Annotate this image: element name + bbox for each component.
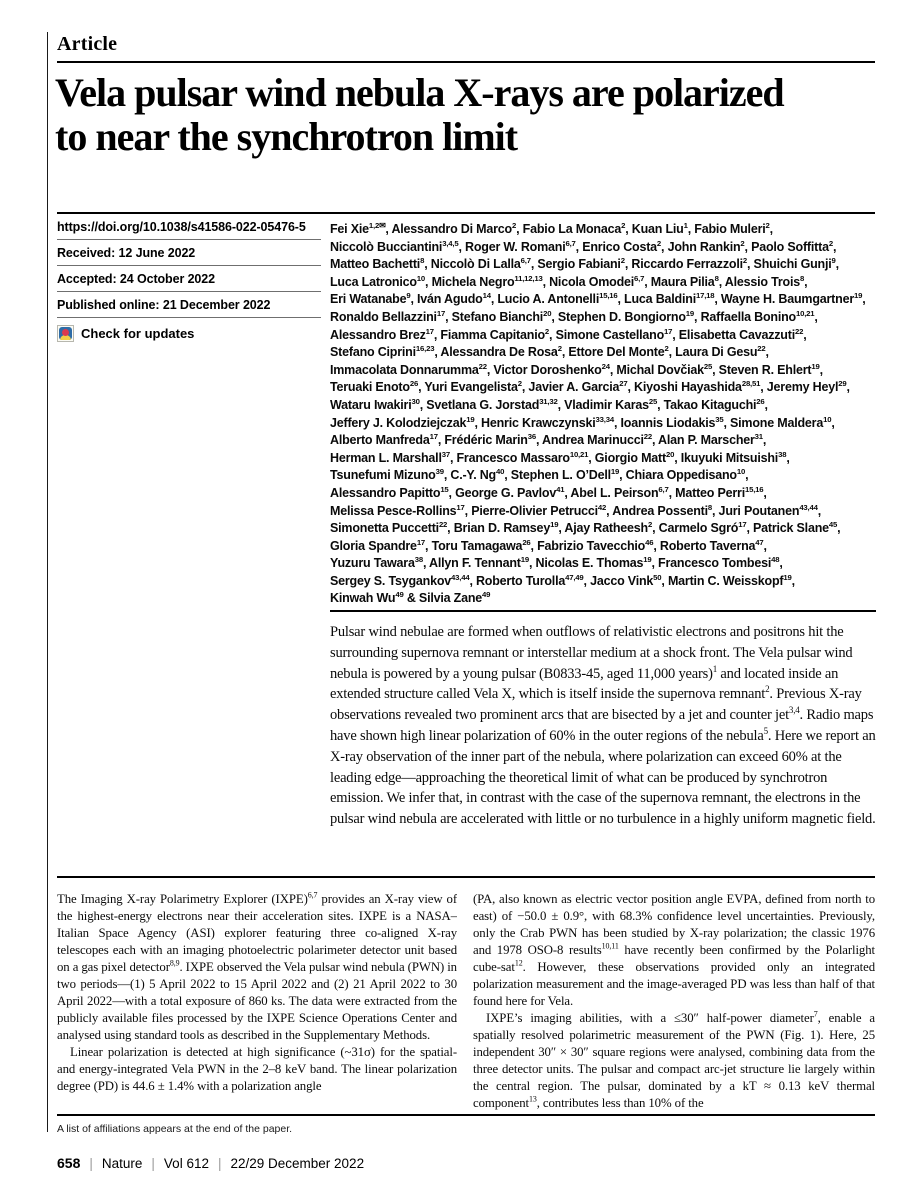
author-line: Teruaki Enoto$^{26}$, Yuri Evangelista$^2$, Javier A. Garcia$^{27}$, Kiyoshi Hayashida$^{28,51}$, Jeremy Heyl$^{29}$, (330, 379, 850, 395)
accepted-date: Accepted: 24 October 2022 (57, 266, 321, 292)
author-line: Stefano Ciprini$^{16,23}$, Alessandra De Rosa$^2$, Ettore Del Monte$^2$, Laura Di Gesu$^{22}$, (330, 344, 769, 360)
abstract-body-divider (57, 876, 875, 878)
crossmark-icon (57, 325, 74, 342)
author-line: Alessandro Papitto$^{15}$, George G. Pavlov$^{41}$, Abel L. Peirson$^{6,7}$, Matteo Perri$^{15,16}$, (330, 484, 767, 500)
body-column-right (473, 891, 875, 1115)
affiliations-note: A list of affiliations appears at the end of the paper. (57, 1123, 293, 1135)
page-footer (57, 1155, 364, 1171)
body-paragraph: Linear polarization is detected at high significance (~31σ) for the spatial- and energy-integrated Vela PWN in the 2–8 keV band. The linear polarization degree (PD) is 44.6 ± 1.4% with a polarization angle (57, 1045, 457, 1093)
author-line: Eri Watanabe$^9$, Iván Agudo$^{14}$, Lucio A. Antonelli$^{15,16}$, Luca Baldini$^{17,18}$, Wayne H. Baumgartner$^{19}$, (330, 291, 866, 307)
issue-date: 22/29 December 2022 (230, 1156, 365, 1171)
author-line: Alessandro Brez$^{17}$, Fiamma Capitanio$^2$, Simone Castellano$^{17}$, Elisabetta Cavazzuti$^{22}$, (330, 326, 807, 342)
journal-volume: Vol 612 (163, 1156, 209, 1171)
doi-link[interactable]: https://doi.org/10.1038/s41586-022-05476-5 (57, 214, 321, 240)
body-paragraph: IXPE’s imaging abilities, with a ≤30″ half-power diameter$^7$, enable a spatially resolved polarimetric measurement of the PWN (Fig. 1). Here, 25 independent 30″ × 30″ square regions were analysed, combining data from the three detector units. The pulsar and compact arc-jet structure lie largely within the central region. The pulsar, dominated by a kT ≈ 0.13 keV thermal component$^{13}$, contributes less than 10% of the (473, 1009, 875, 1110)
footnote-divider (57, 1114, 875, 1116)
author-line: Fei Xie$^{1,2✉}$, Alessandro Di Marco$^2$, Fabio La Monaca$^2$, Kuan Liu$^1$, Fabio Muleri$^2$, (330, 220, 773, 236)
page-title (55, 71, 895, 159)
author-line: Matteo Bachetti$^8$, Niccolò Di Lalla$^{6,7}$, Sergio Fabiani$^2$, Riccardo Ferrazzoli$^2$, Shuichi Gunji$^9$, (330, 256, 839, 272)
page-title-line-2: to near the synchrotron limit (55, 114, 518, 159)
author-line: Niccolò Bucciantini$^{3,4,5}$, Roger W. Romani$^{6,7}$, Enrico Costa$^2$, John Rankin$^2$, Paolo Soffitta$^2$, (330, 238, 837, 254)
footer-separator: | (89, 1156, 93, 1171)
author-line: Immacolata Donnarumma$^{22}$, Victor Doroshenko$^{24}$, Michal Dovčiak$^{25}$, Steven R. Ehlert$^{19}$, (330, 361, 823, 377)
author-line: Yuzuru Tawara$^{38}$, Allyn F. Tennant$^{19}$, Nicolas E. Thomas$^{19}$, Francesco Tombesi$^{48}$, (330, 555, 783, 571)
page-number: 658 (57, 1155, 81, 1171)
author-list (330, 221, 886, 608)
check-for-updates-link[interactable] (57, 318, 321, 342)
author-line: Gloria Spandre$^{17}$, Toru Tamagawa$^{26}$, Fabrizio Tavecchio$^{46}$, Roberto Taverna$^{47}$, (330, 537, 767, 553)
body-paragraph: (PA, also known as electric vector position angle EVPA, defined from north to east) of −50.0 ± 0.9°, with 68.3% confidence level uncertainties. Previously, only the Crab PWN has been studied by X-ray polarization; the classic 1976 and 1978 OSO-8 results$^{10,11}$ have recently been confirmed by the Polarlight cube-sat$^{12}$. However, these observations provided only an integrated polarization measurement and the image-averaged PD was less than half of that found here for Vela. (473, 892, 875, 1008)
page-title-line-1: Vela pulsar wind nebula X-rays are polarized (55, 70, 784, 115)
article-kicker: Article (57, 33, 118, 55)
abstract-text: Pulsar wind nebulae are formed when outflows of relativistic electrons and positrons hit the surrounding supernova remnant or interstellar medium at a shock front. The Vela pulsar wind nebula is powered by a young pulsar (B0833-45, aged 11,000 years)$^1$ and located inside an extended structure called Vela X, which is itself inside the supernova remnant$^2$. Previous X-ray observations revealed two prominent arcs that are bisected by a jet and counter jet$^{3,4}$. Radio maps have shown high linear polarization of 60% in the outer regions of the nebula$^5$. Here we report an X-ray observation of the inner part of the nebula, where polarization can exceed 60% at the leading edge—approaching the theoretical limit of what can be produced by synchrotron emission. We infer that, in contrast with the case of the supernova remnant, the electrons in the pulsar wind nebula are accelerated with little or no turbulence in a highly uniform magnetic field. (330, 610, 876, 830)
author-line: Alberto Manfreda$^{17}$, Frédéric Marin$^{36}$, Andrea Marinucci$^{22}$, Alan P. Marscher$^{31}$, (330, 431, 767, 448)
body-paragraph: The Imaging X-ray Polarimetry Explorer (IXPE)$^{6,7}$ provides an X-ray view of the highest-energy electrons near their acceleration sites. IXPE is a NASA–Italian Space Agency (ASI) explorer featuring three co-aligned X-ray telescopes each with an imaging photoelectric polarimeter detector unit based on a gas pixel detector$^{8,9}$. IXPE observed the Vela pulsar wind nebula (PWN) in two periods—(1) 5 April 2022 to 15 April 2022 and (2) 21 April 2022 to 30 April 2022—with a total exposure of 860 ks. The data were extracted from the publicly available files processed by the IXPE Science Operations Center and analysed using standard tools as described in the Supplementary Methods. (57, 891, 457, 1042)
author-line: Melissa Pesce-Rollins$^{17}$, Pierre-Olivier Petrucci$^{42}$, Andrea Possenti$^8$, Juri Poutanen$^{43,44}$, (330, 502, 821, 518)
author-line: Simonetta Puccetti$^{22}$, Brian D. Ramsey$^{19}$, Ajay Ratheesh$^2$, Carmelo Sgró$^{17}$, Patrick Slane$^{45}$, (330, 519, 841, 536)
received-date: Received: 12 June 2022 (57, 240, 321, 266)
author-line: Wataru Iwakiri$^{30}$, Svetlana G. Jorstad$^{31,32}$, Vladimir Karas$^{25}$, Takao Kitaguchi$^{26}$, (330, 396, 768, 412)
author-line: Herman L. Marshall$^{37}$, Francesco Massaro$^{10,21}$, Giorgio Matt$^{20}$, Ikuyuki Mitsuishi$^{38}$, (330, 449, 790, 465)
author-line: Luca Latronico$^{10}$, Michela Negro$^{11,12,13}$, Nicola Omodei$^{6,7}$, Maura Pilia$^8$, Alessio Trois$^8$, (330, 273, 808, 289)
left-margin-rule (47, 32, 48, 1132)
article-metadata (57, 214, 321, 342)
author-line: Sergey S. Tsygankov$^{43,44}$, Roberto Turolla$^{47,49}$, Jacco Vink$^{50}$, Martin C. Weisskopf$^{19}$, (330, 572, 795, 588)
author-line: Tsunefumi Mizuno$^{39}$, C.-Y. Ng$^{40}$, Stephen L. O’Dell$^{19}$, Chiara Oppedisano$^{10}$, (330, 467, 749, 483)
author-line: Jeffery J. Kolodziejczak$^{19}$, Henric Krawczynski$^{33,34}$, Ioannis Liodakis$^{35}$, Simone Maldera$^{10}$, (330, 414, 835, 430)
footer-separator: | (151, 1156, 155, 1171)
kicker-divider (57, 61, 875, 63)
author-line: Ronaldo Bellazzini$^{17}$, Stefano Bianchi$^{20}$, Stephen D. Bongiorno$^{19}$, Raffaella Bonino$^{10,21}$, (330, 308, 818, 324)
footer-separator: | (217, 1156, 222, 1171)
published-date: Published online: 21 December 2022 (57, 292, 321, 318)
check-for-updates-label: Check for updates (81, 326, 195, 341)
author-line: Kinwah Wu$^{49}$ & Silvia Zane$^{49}$ (330, 590, 491, 606)
body-column-left (57, 891, 457, 1115)
journal-name: Nature (101, 1156, 143, 1171)
